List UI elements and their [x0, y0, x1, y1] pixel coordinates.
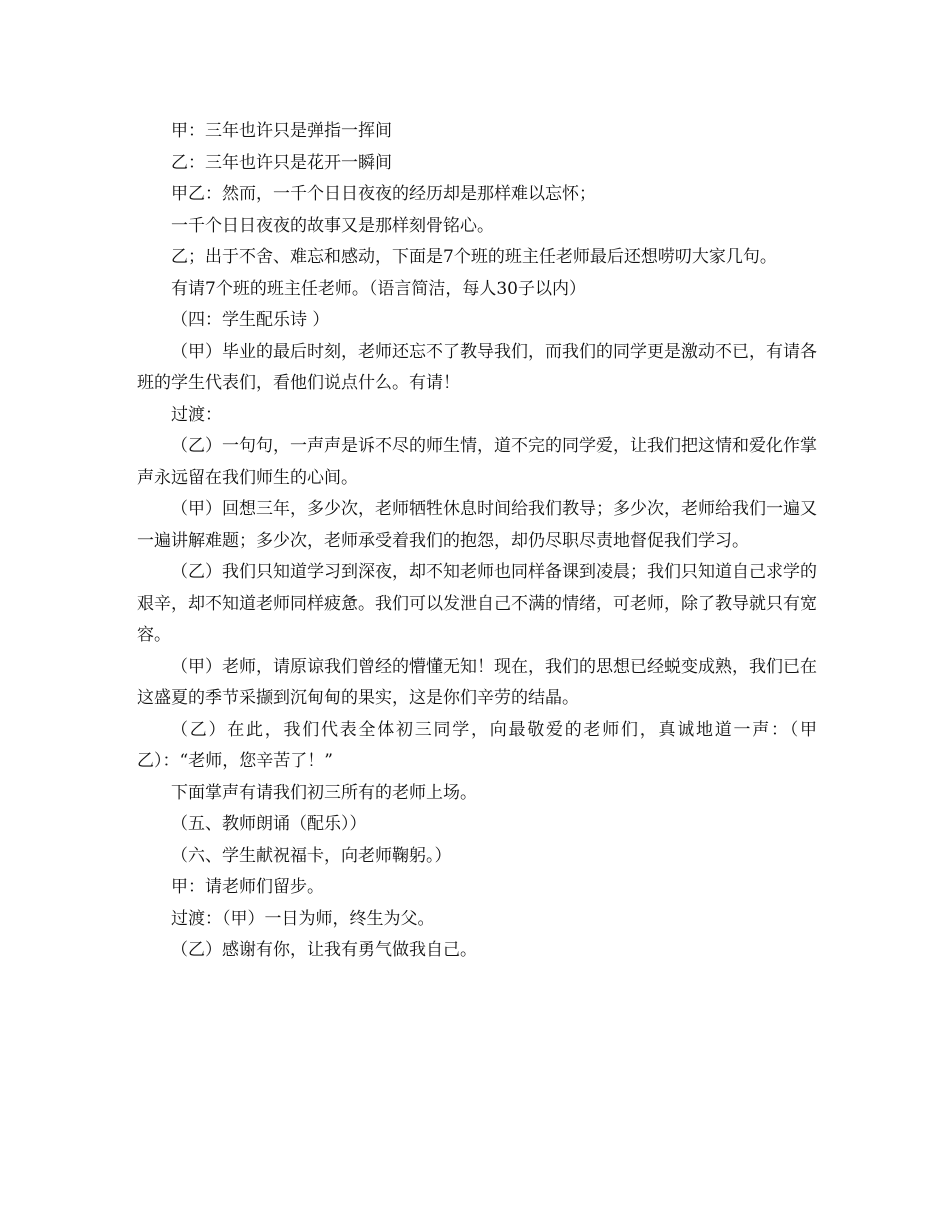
paragraph: 甲：请老师们留步。: [171, 877, 324, 897]
paragraph: （甲）毕业的最后时刻，老师还忘不了教导我们，而我们的同学更是激动不已，有请各班的学生代表们，看他们说点什么。有请！: [137, 341, 817, 393]
paragraph: （乙）感谢有你，让我有勇气做我自己。: [171, 940, 477, 960]
paragraph: （乙）一句句，一声声是诉不尽的师生情，道不完的同学爱，让我们把这情和爱化作掌声永远留在我们师生的心间。: [137, 436, 817, 488]
document-body: [137, 116, 817, 967]
paragraph: （甲）老师，请原谅我们曾经的懵懂无知！现在，我们的思想已经蜕变成熟，我们已在这盛夏的季节采撷到沉甸甸的果实，这是你们辛劳的结晶。: [137, 656, 817, 708]
paragraph: 过渡：（甲）一日为师，终生为父。: [171, 908, 435, 929]
paragraph: 乙；出于不舍、难忘和感动，下面是7个班的班主任老师最后还想唠叨大家几句。: [171, 247, 777, 267]
paragraph: 甲：三年也许只是弹指一挥间: [171, 121, 392, 141]
paragraph: （乙）我们只知道学习到深夜，却不知老师也同样备课到凌晨；我们只知道自己求学的艰辛，却不知道老师同样疲惫。我们可以发泄自己不满的情绪，可老师，除了教导就只有宽容。: [137, 562, 817, 645]
paragraph: 乙：三年也许只是花开一瞬间: [171, 152, 392, 173]
paragraph: 过渡：: [171, 404, 222, 425]
paragraph: （五、教师朗诵（配乐））: [171, 814, 367, 834]
paragraph: 甲乙：然而，一千个日日夜夜的经历却是那样难以忘怀；: [171, 184, 596, 204]
paragraph: 一千个日日夜夜的故事又是那样刻骨铭心。: [171, 215, 494, 236]
paragraph: （甲）回想三年，多少次，老师牺牲休息时间给我们教导；多少次，老师给我们一遍又一遍讲解难题；多少次，老师承受着我们的抱怨，却仍尽职尽责地督促我们学习。: [137, 499, 817, 551]
paragraph: 有请7个班的班主任老师。（语言简洁，每人30子以内）: [171, 278, 586, 299]
paragraph: 下面掌声有请我们初三所有的老师上场。: [171, 782, 477, 803]
paragraph: （乙）在此，我们代表全体初三同学，向最敬爱的老师们，真诚地道一声：（甲乙）：“老师，您辛苦了！”: [137, 719, 817, 771]
paragraph: （四：学生配乐诗 ）: [171, 310, 330, 330]
paragraph: （六、学生献祝福卡，向老师鞠躬。）: [171, 845, 452, 866]
